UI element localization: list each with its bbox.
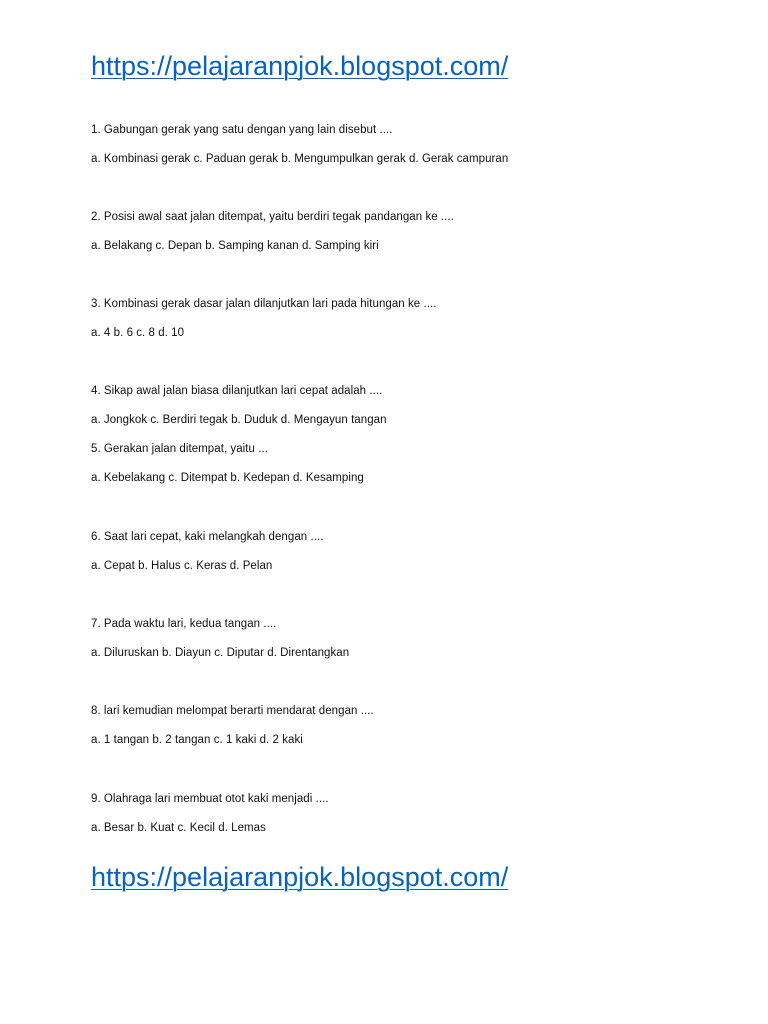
question-3-options: a. 4 b. 6 c. 8 d. 10 <box>91 327 185 339</box>
question-6-text: 6. Saat lari cepat, kaki melangkah dengan .... <box>91 531 324 543</box>
question-4-text: 4. Sikap awal jalan biasa dilanjutkan lari cepat adalah .... <box>91 385 383 397</box>
question-9-text: 9. Olahraga lari membuat otot kaki menjadi .... <box>91 793 329 805</box>
question-5-text: 5. Gerakan jalan ditempat, yaitu ... <box>91 443 268 455</box>
question-8-options: a. 1 tangan b. 2 tangan c. 1 kaki d. 2 kaki <box>91 734 303 746</box>
question-1-text: 1. Gabungan gerak yang satu dengan yang lain disebut .... <box>91 124 393 136</box>
question-8-text: 8. lari kemudian melompat berarti mendarat dengan .... <box>91 705 374 717</box>
question-6-options: a. Cepat b. Halus c. Keras d. Pelan <box>91 560 273 572</box>
question-2-options: a. Belakang c. Depan b. Samping kanan d. Samping kiri <box>91 240 379 252</box>
blog-link-top[interactable]: https://pelajaranpjok.blogspot.com/ <box>91 51 509 81</box>
blog-link-bottom[interactable]: https://pelajaranpjok.blogspot.com/ <box>91 862 509 892</box>
question-3-text: 3. Kombinasi gerak dasar jalan dilanjutkan lari pada hitungan ke .... <box>91 298 437 310</box>
question-2-text: 2. Posisi awal saat jalan ditempat, yaitu berdiri tegak pandangan ke .... <box>91 211 454 223</box>
question-1-options: a. Kombinasi gerak c. Paduan gerak b. Mengumpulkan gerak d. Gerak campuran <box>91 153 509 165</box>
question-4-options: a. Jongkok c. Berdiri tegak b. Duduk d. Mengayun tangan <box>91 414 387 426</box>
question-7-options: a. Diluruskan b. Diayun c. Diputar d. Direntangkan <box>91 647 350 659</box>
question-7-text: 7. Pada waktu lari, kedua tangan .... <box>91 618 277 630</box>
question-9-options: a. Besar b. Kuat c. Kecil d. Lemas <box>91 822 266 834</box>
question-5-options: a. Kebelakang c. Ditempat b. Kedepan d. Kesamping <box>91 472 364 484</box>
